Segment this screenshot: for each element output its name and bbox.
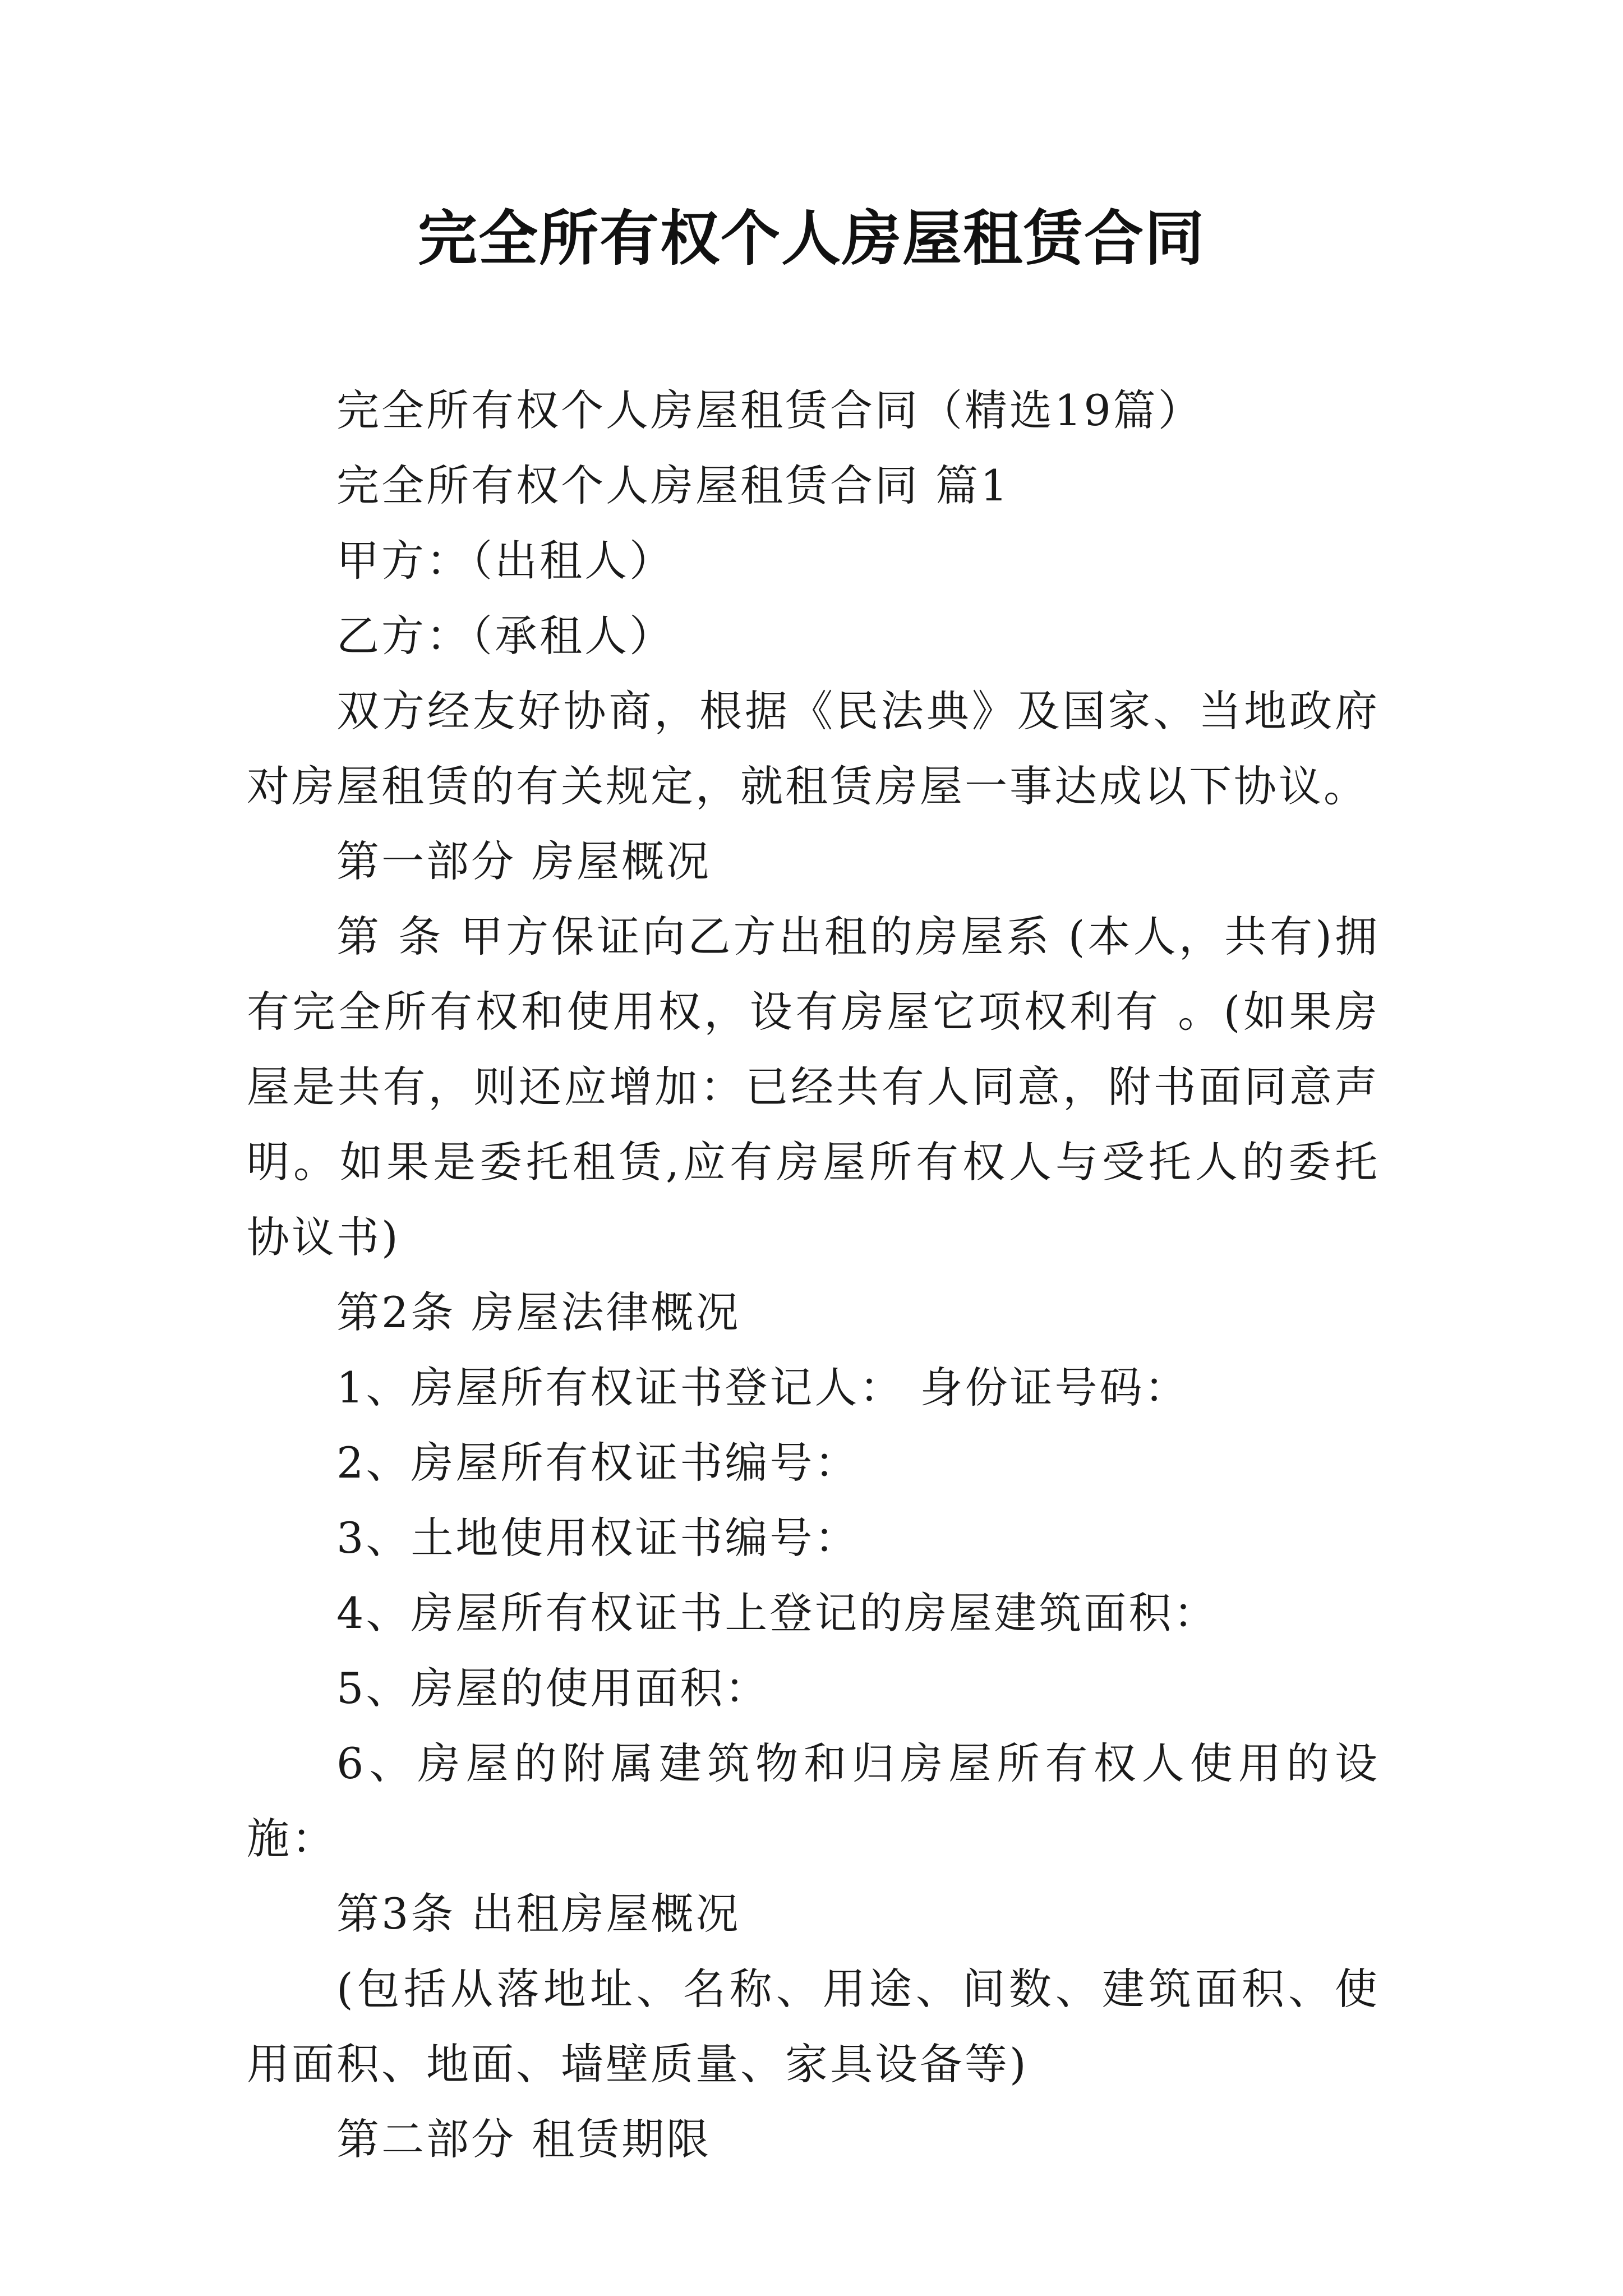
paragraph-article-heading: 完全所有权个人房屋租赁合同 篇1	[336, 461, 1010, 510]
paragraph-party-b: 乙方：（承租人）	[336, 611, 674, 661]
paragraph-item-6: 6、房屋的附属建筑物和归房屋所有权人使用的设施：	[247, 1738, 1380, 1864]
document-body	[247, 373, 1380, 2177]
paragraph-item-1: 1、房屋所有权证书登记人： 身份证号码：	[336, 1363, 1189, 1412]
paragraph-subtitle: 完全所有权个人房屋租赁合同（精选19篇）	[336, 385, 1203, 435]
paragraph-part-one-heading: 第一部分 房屋概况	[336, 836, 712, 886]
paragraph-clause-ownership: 第 条 甲方保证向乙方出租的房屋系 (本人，共有)拥有完全所有权和使用权，设有房屋它项权利有 。(如果房屋是共有，则还应增加：已经共有人同意，附书面同意声明。如果是委托租赁,应有房屋所有权人与受托人的委托协议书)	[247, 912, 1380, 1262]
paragraph-item-4: 4、房屋所有权证书上登记的房屋建筑面积：	[336, 1588, 1219, 1638]
paragraph-item-5: 5、房屋的使用面积：	[336, 1663, 770, 1713]
paragraph-clause-2-heading: 第2条 房屋法律概况	[336, 1287, 741, 1337]
paragraph-item-3: 3、土地使用权证书编号：	[336, 1513, 860, 1563]
document-title: 完全所有权个人房屋租赁合同	[418, 203, 1205, 273]
paragraph-item-2: 2、房屋所有权证书编号：	[336, 1438, 860, 1488]
paragraph-party-a: 甲方：（出租人）	[336, 536, 674, 586]
paragraph-part-two-heading: 第二部分 租赁期限	[336, 2114, 712, 2164]
paragraph-clause-3-detail: (包括从落地址、名称、用途、间数、建筑面积、使用面积、地面、墙壁质量、家具设备等)	[247, 1964, 1380, 2089]
paragraph-preamble: 双方经友好协商，根据《民法典》及国家、当地政府对房屋租赁的有关规定，就租赁房屋一事达成以下协议。	[247, 686, 1380, 811]
paragraph-clause-3-heading: 第3条 出租房屋概况	[336, 1889, 741, 1939]
